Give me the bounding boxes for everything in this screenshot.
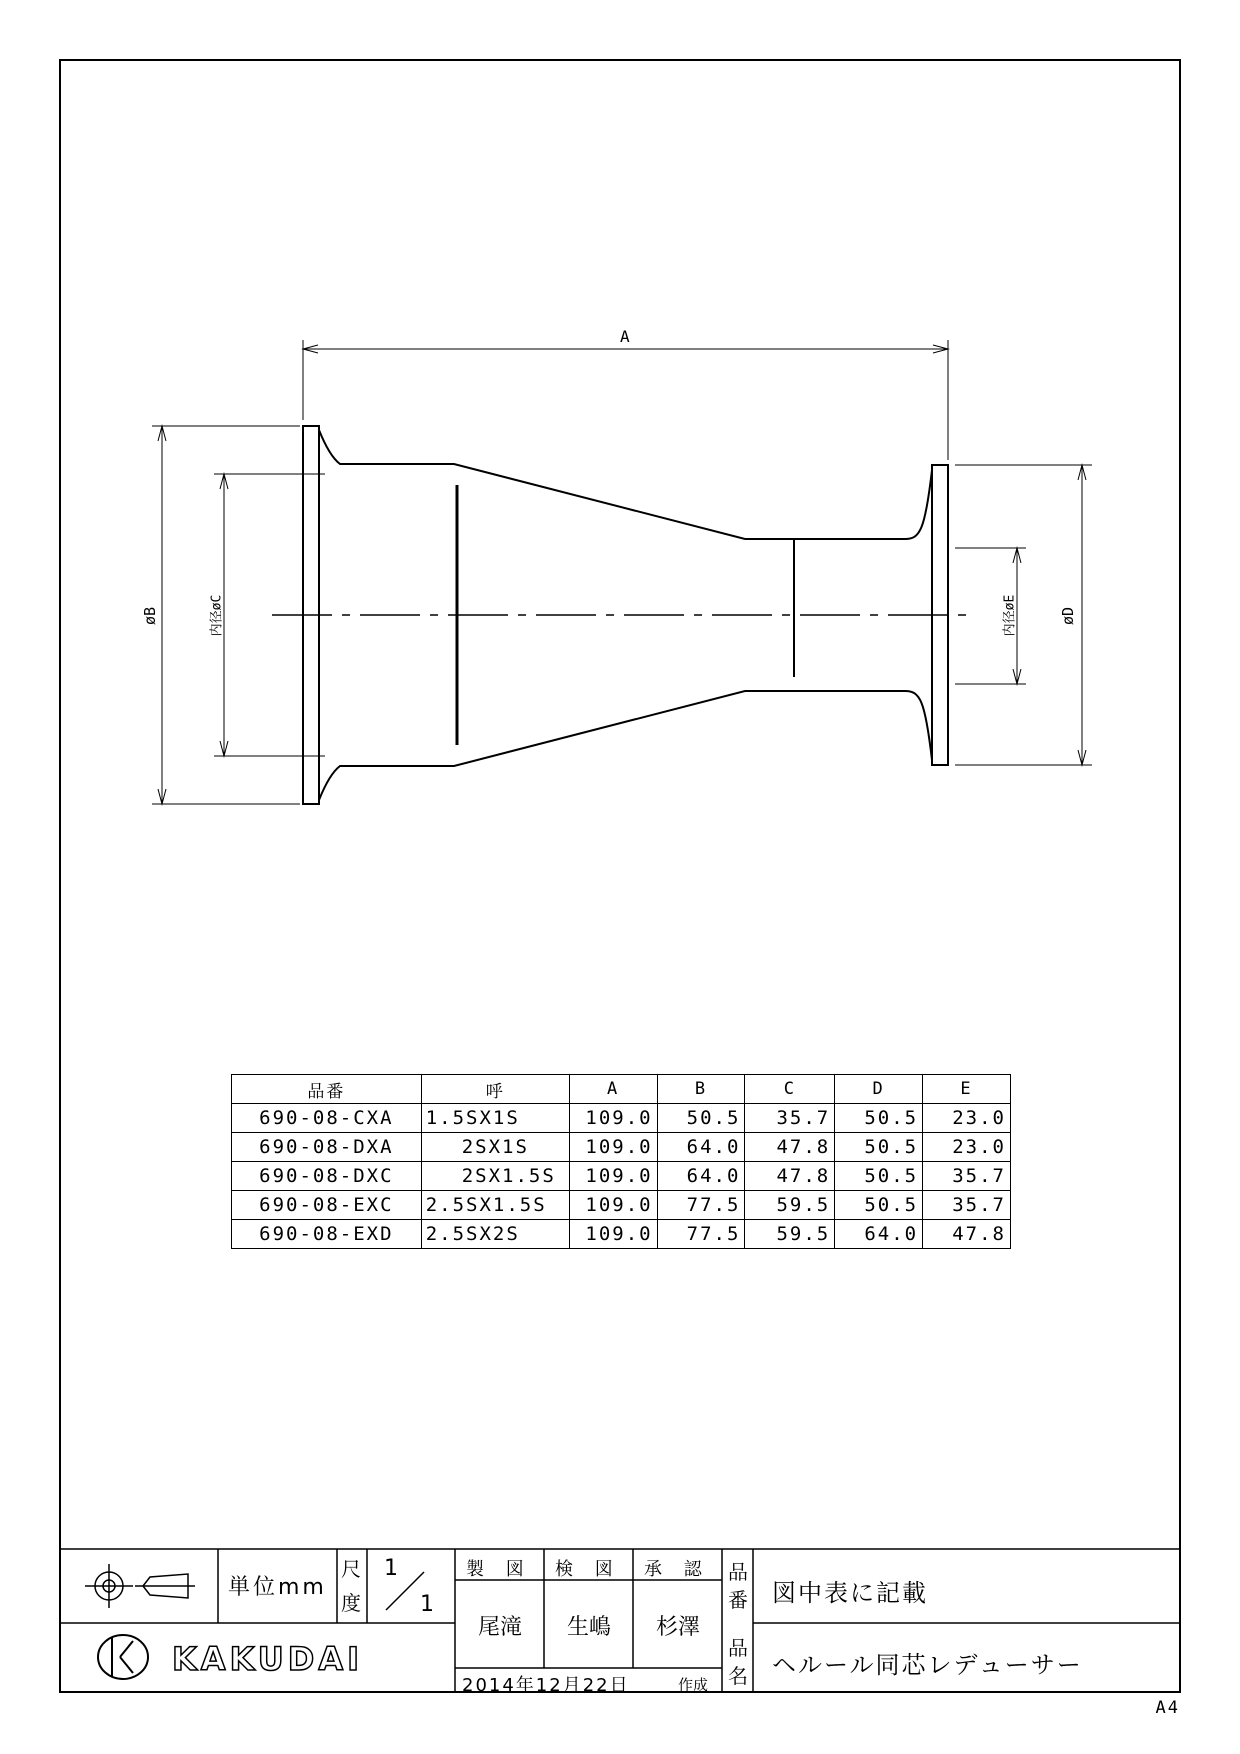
cell-a: 109.0 <box>569 1133 657 1162</box>
cell-d: 64.0 <box>835 1220 923 1249</box>
part-name: ヘルール同芯レデューサー <box>772 1651 1083 1679</box>
cell-part-no: 690-08-DXA <box>232 1133 422 1162</box>
header-b: B <box>657 1075 745 1104</box>
approved-header: 承 認 <box>644 1559 710 1580</box>
cell-e: 23.0 <box>923 1104 1011 1133</box>
checked-header: 検 図 <box>555 1559 621 1580</box>
header-d: D <box>835 1075 923 1104</box>
cell-part-no: 690-08-EXD <box>232 1220 422 1249</box>
scale-label-1: 尺 <box>341 1557 361 1581</box>
cell-nominal: 2.5SX2S <box>421 1220 569 1249</box>
cell-c: 59.5 <box>745 1191 835 1220</box>
dim-label-d: øD <box>1059 606 1077 626</box>
unit-label: 単位mm <box>228 1575 327 1600</box>
cell-nominal: 2.5SX1.5S <box>421 1191 569 1220</box>
cell-c: 47.8 <box>745 1133 835 1162</box>
approved-by: 杉澤 <box>656 1615 701 1640</box>
header-c: C <box>745 1075 835 1104</box>
cell-nominal: 2SX1.5S <box>421 1162 569 1191</box>
scale-label-2: 度 <box>341 1591 361 1615</box>
cell-e: 35.7 <box>923 1191 1011 1220</box>
cell-e: 35.7 <box>923 1162 1011 1191</box>
cell-nominal: 2SX1S <box>421 1133 569 1162</box>
sheet-size: A4 <box>1155 1698 1180 1718</box>
cell-a: 109.0 <box>569 1220 657 1249</box>
date: 2014年12月22日 <box>462 1675 630 1696</box>
dim-label-a: A <box>620 327 630 346</box>
dim-label-b: øB <box>141 606 159 626</box>
cell-a: 109.0 <box>569 1162 657 1191</box>
header-nominal: 呼 <box>421 1075 569 1104</box>
cell-part-no: 690-08-CXA <box>232 1104 422 1133</box>
cell-a: 109.0 <box>569 1104 657 1133</box>
checked-by: 生嶋 <box>567 1615 612 1640</box>
cell-c: 59.5 <box>745 1220 835 1249</box>
cell-d: 50.5 <box>835 1191 923 1220</box>
header-a: A <box>569 1075 657 1104</box>
header-part-no: 品番 <box>232 1075 422 1104</box>
cell-e: 47.8 <box>923 1220 1011 1249</box>
kakudai-logo-icon <box>98 1635 148 1679</box>
part-no-label-2: 番 <box>728 1588 748 1612</box>
cell-b: 77.5 <box>657 1220 745 1249</box>
scale-numerator: 1 <box>384 1556 398 1581</box>
projection-symbol-icon <box>85 1564 195 1608</box>
cell-b: 50.5 <box>657 1104 745 1133</box>
drawn-by: 尾滝 <box>478 1615 523 1640</box>
part-no-label-1: 品 <box>728 1560 748 1584</box>
cell-part-no: 690-08-EXC <box>232 1191 422 1220</box>
cell-b: 64.0 <box>657 1133 745 1162</box>
drawn-header: 製 図 <box>466 1559 532 1580</box>
cell-e: 23.0 <box>923 1133 1011 1162</box>
cell-d: 50.5 <box>835 1133 923 1162</box>
dim-label-c: 内径øC <box>209 594 225 637</box>
cell-b: 77.5 <box>657 1191 745 1220</box>
created-label: 作成 <box>678 1676 709 1694</box>
name-label-2: 名 <box>728 1664 748 1688</box>
header-e: E <box>923 1075 1011 1104</box>
cell-d: 50.5 <box>835 1104 923 1133</box>
cell-part-no: 690-08-DXC <box>232 1162 422 1191</box>
cell-d: 50.5 <box>835 1162 923 1191</box>
cell-b: 64.0 <box>657 1162 745 1191</box>
cell-nominal: 1.5SX1S <box>421 1104 569 1133</box>
cell-c: 35.7 <box>745 1104 835 1133</box>
scale-denominator: 1 <box>420 1592 434 1617</box>
name-label-1: 品 <box>728 1636 748 1660</box>
part-no-value: 図中表に記載 <box>772 1579 928 1607</box>
dim-label-e: 内径øE <box>1002 594 1018 637</box>
cell-a: 109.0 <box>569 1191 657 1220</box>
cell-c: 47.8 <box>745 1162 835 1191</box>
company-logo-text: KAKUDAI <box>172 1640 364 1678</box>
